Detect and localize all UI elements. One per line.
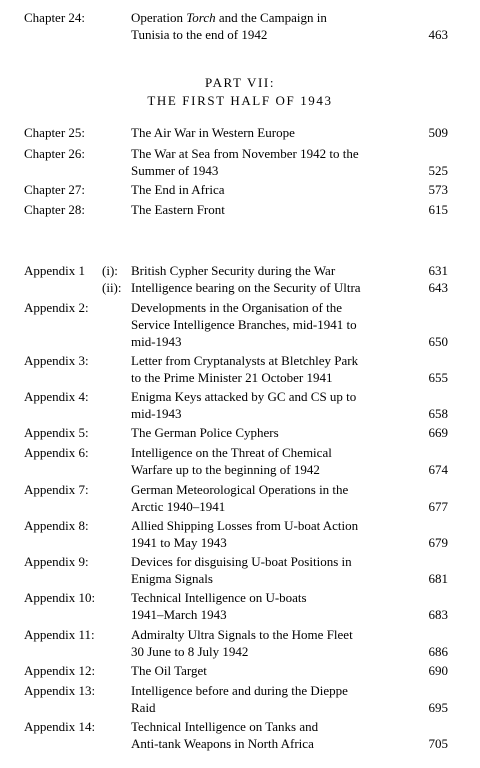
toc-entry-title: The Eastern Front [131, 202, 225, 217]
toc-entry-title: Technical Intelligence on U-boats [131, 590, 307, 605]
toc-entry-title-line2: Raid [131, 700, 156, 715]
toc-entry-label: Chapter 28: [24, 202, 86, 217]
toc-entry-title: Developments in the Organisation of the [131, 300, 342, 315]
toc-entry-title: Letter from Cryptanalysts at Bletchley Park [131, 353, 359, 368]
toc-entry-page: 686 [428, 644, 448, 659]
toc-entry-label: Appendix 9: [24, 554, 89, 569]
toc-entry-page: 573 [428, 182, 448, 197]
toc-entry-page: 658 [428, 406, 448, 421]
toc-entry-page: 681 [428, 571, 448, 586]
toc-entry-title-line2: 30 June to 8 July 1942 [131, 644, 249, 659]
toc-entry-label: Appendix 11: [24, 627, 95, 642]
toc-entry-title: Intelligence before and during the Dieppe [131, 683, 348, 698]
toc-entry-title: The German Police Cyphers [131, 425, 279, 440]
toc-entry-title-line2: Service Intelligence Branches, mid-1941 to [131, 317, 357, 332]
toc-entry-label: Appendix 13: [24, 683, 96, 698]
toc-entry-title: The War at Sea from November 1942 to the [131, 146, 359, 161]
toc-entry-page: 669 [428, 425, 448, 440]
toc-entry-label: Appendix 6: [24, 445, 89, 460]
toc-entry-title-line2: Summer of 1943 [131, 163, 219, 178]
toc-entry-title-line2: mid-1943 [131, 406, 182, 421]
toc-entry-title: Admiralty Ultra Signals to the Home Fleet [131, 627, 353, 642]
toc-entry-title: Intelligence bearing on the Security of Ultra [131, 280, 361, 295]
toc-entry-title: Allied Shipping Losses from U-boat Action [131, 518, 359, 533]
toc-entry-page: 615 [428, 202, 448, 217]
toc-entry-title-line3: mid-1943 [131, 334, 182, 349]
toc-entry-page: 525 [428, 163, 448, 178]
toc-entry-label: Appendix 1 [24, 263, 86, 278]
toc-entry-page: 631 [428, 263, 448, 278]
toc-entry-label: Chapter 27: [24, 182, 86, 197]
toc-entry-page: 679 [428, 535, 448, 550]
toc-entry-title: The Air War in Western Europe [131, 125, 295, 140]
toc-entry-title-line2: to the Prime Minister 21 October 1941 [131, 370, 333, 385]
toc-entry-title: Enigma Keys attacked by GC and CS up to [131, 389, 357, 404]
toc-entry-title-line2: Anti-tank Weapons in North Africa [131, 736, 314, 751]
toc-entry-page: 655 [428, 370, 448, 385]
toc-entry-title: Intelligence on the Threat of Chemical [131, 445, 332, 460]
toc-entry-title: Operation Torch and the Campaign in [131, 10, 327, 25]
toc-entry-label: Appendix 10: [24, 590, 96, 605]
toc-entry-page: 650 [428, 334, 448, 349]
toc-entry-label: Appendix 14: [24, 719, 96, 734]
toc-entry-page: 677 [428, 499, 448, 514]
toc-entry-page: 509 [428, 125, 448, 140]
toc-entry-label: Appendix 12: [24, 663, 96, 678]
toc-entry-page: 690 [428, 663, 448, 678]
toc-entry-label: Chapter 24: [24, 10, 86, 25]
toc-entry-sublabel: (i): [102, 263, 118, 278]
toc-entry-label: Appendix 2: [24, 300, 89, 315]
toc-entry-page: 674 [428, 462, 448, 477]
toc-entry-title-line2: Tunisia to the end of 1942 [131, 27, 268, 42]
toc-entry-title: The Oil Target [131, 663, 207, 678]
toc-entry-label: Appendix 3: [24, 353, 89, 368]
toc-entry-title-line2: Warfare up to the beginning of 1942 [131, 462, 320, 477]
toc-entry-label: Chapter 26: [24, 146, 86, 161]
toc-entry-label: Chapter 25: [24, 125, 86, 140]
toc-entry-page: 695 [428, 700, 448, 715]
part-heading-line1: PART VII: [204, 75, 276, 90]
part-heading-line2: THE FIRST HALF OF 1943 [147, 93, 333, 108]
toc-entry-title: German Meteorological Operations in the [131, 482, 349, 497]
toc-entry-label: Appendix 8: [24, 518, 89, 533]
toc-entry-label: Appendix 7: [24, 482, 89, 497]
toc-entry-page: 463 [428, 27, 448, 42]
toc-entry-title-line2: Enigma Signals [131, 571, 213, 586]
toc-entry-title: Technical Intelligence on Tanks and [131, 719, 319, 734]
toc-entry-page: 643 [428, 280, 448, 295]
toc-entry-title-line2: 1941 to May 1943 [131, 535, 227, 550]
toc-entry-page: 683 [428, 607, 448, 622]
toc-entry-title: The End in Africa [131, 182, 225, 197]
toc-entry-sublabel: (ii): [102, 280, 122, 295]
toc-entry-title: British Cypher Security during the War [131, 263, 336, 278]
toc-entry-label: Appendix 4: [24, 389, 89, 404]
toc-entry-page: 705 [428, 736, 448, 751]
toc-entry-title-line2: Arctic 1940–1941 [131, 499, 226, 514]
toc-entry-label: Appendix 5: [24, 425, 89, 440]
toc-entry-title: Devices for disguising U-boat Positions in [131, 554, 352, 569]
toc-entry-title-line2: 1941–March 1943 [131, 607, 227, 622]
